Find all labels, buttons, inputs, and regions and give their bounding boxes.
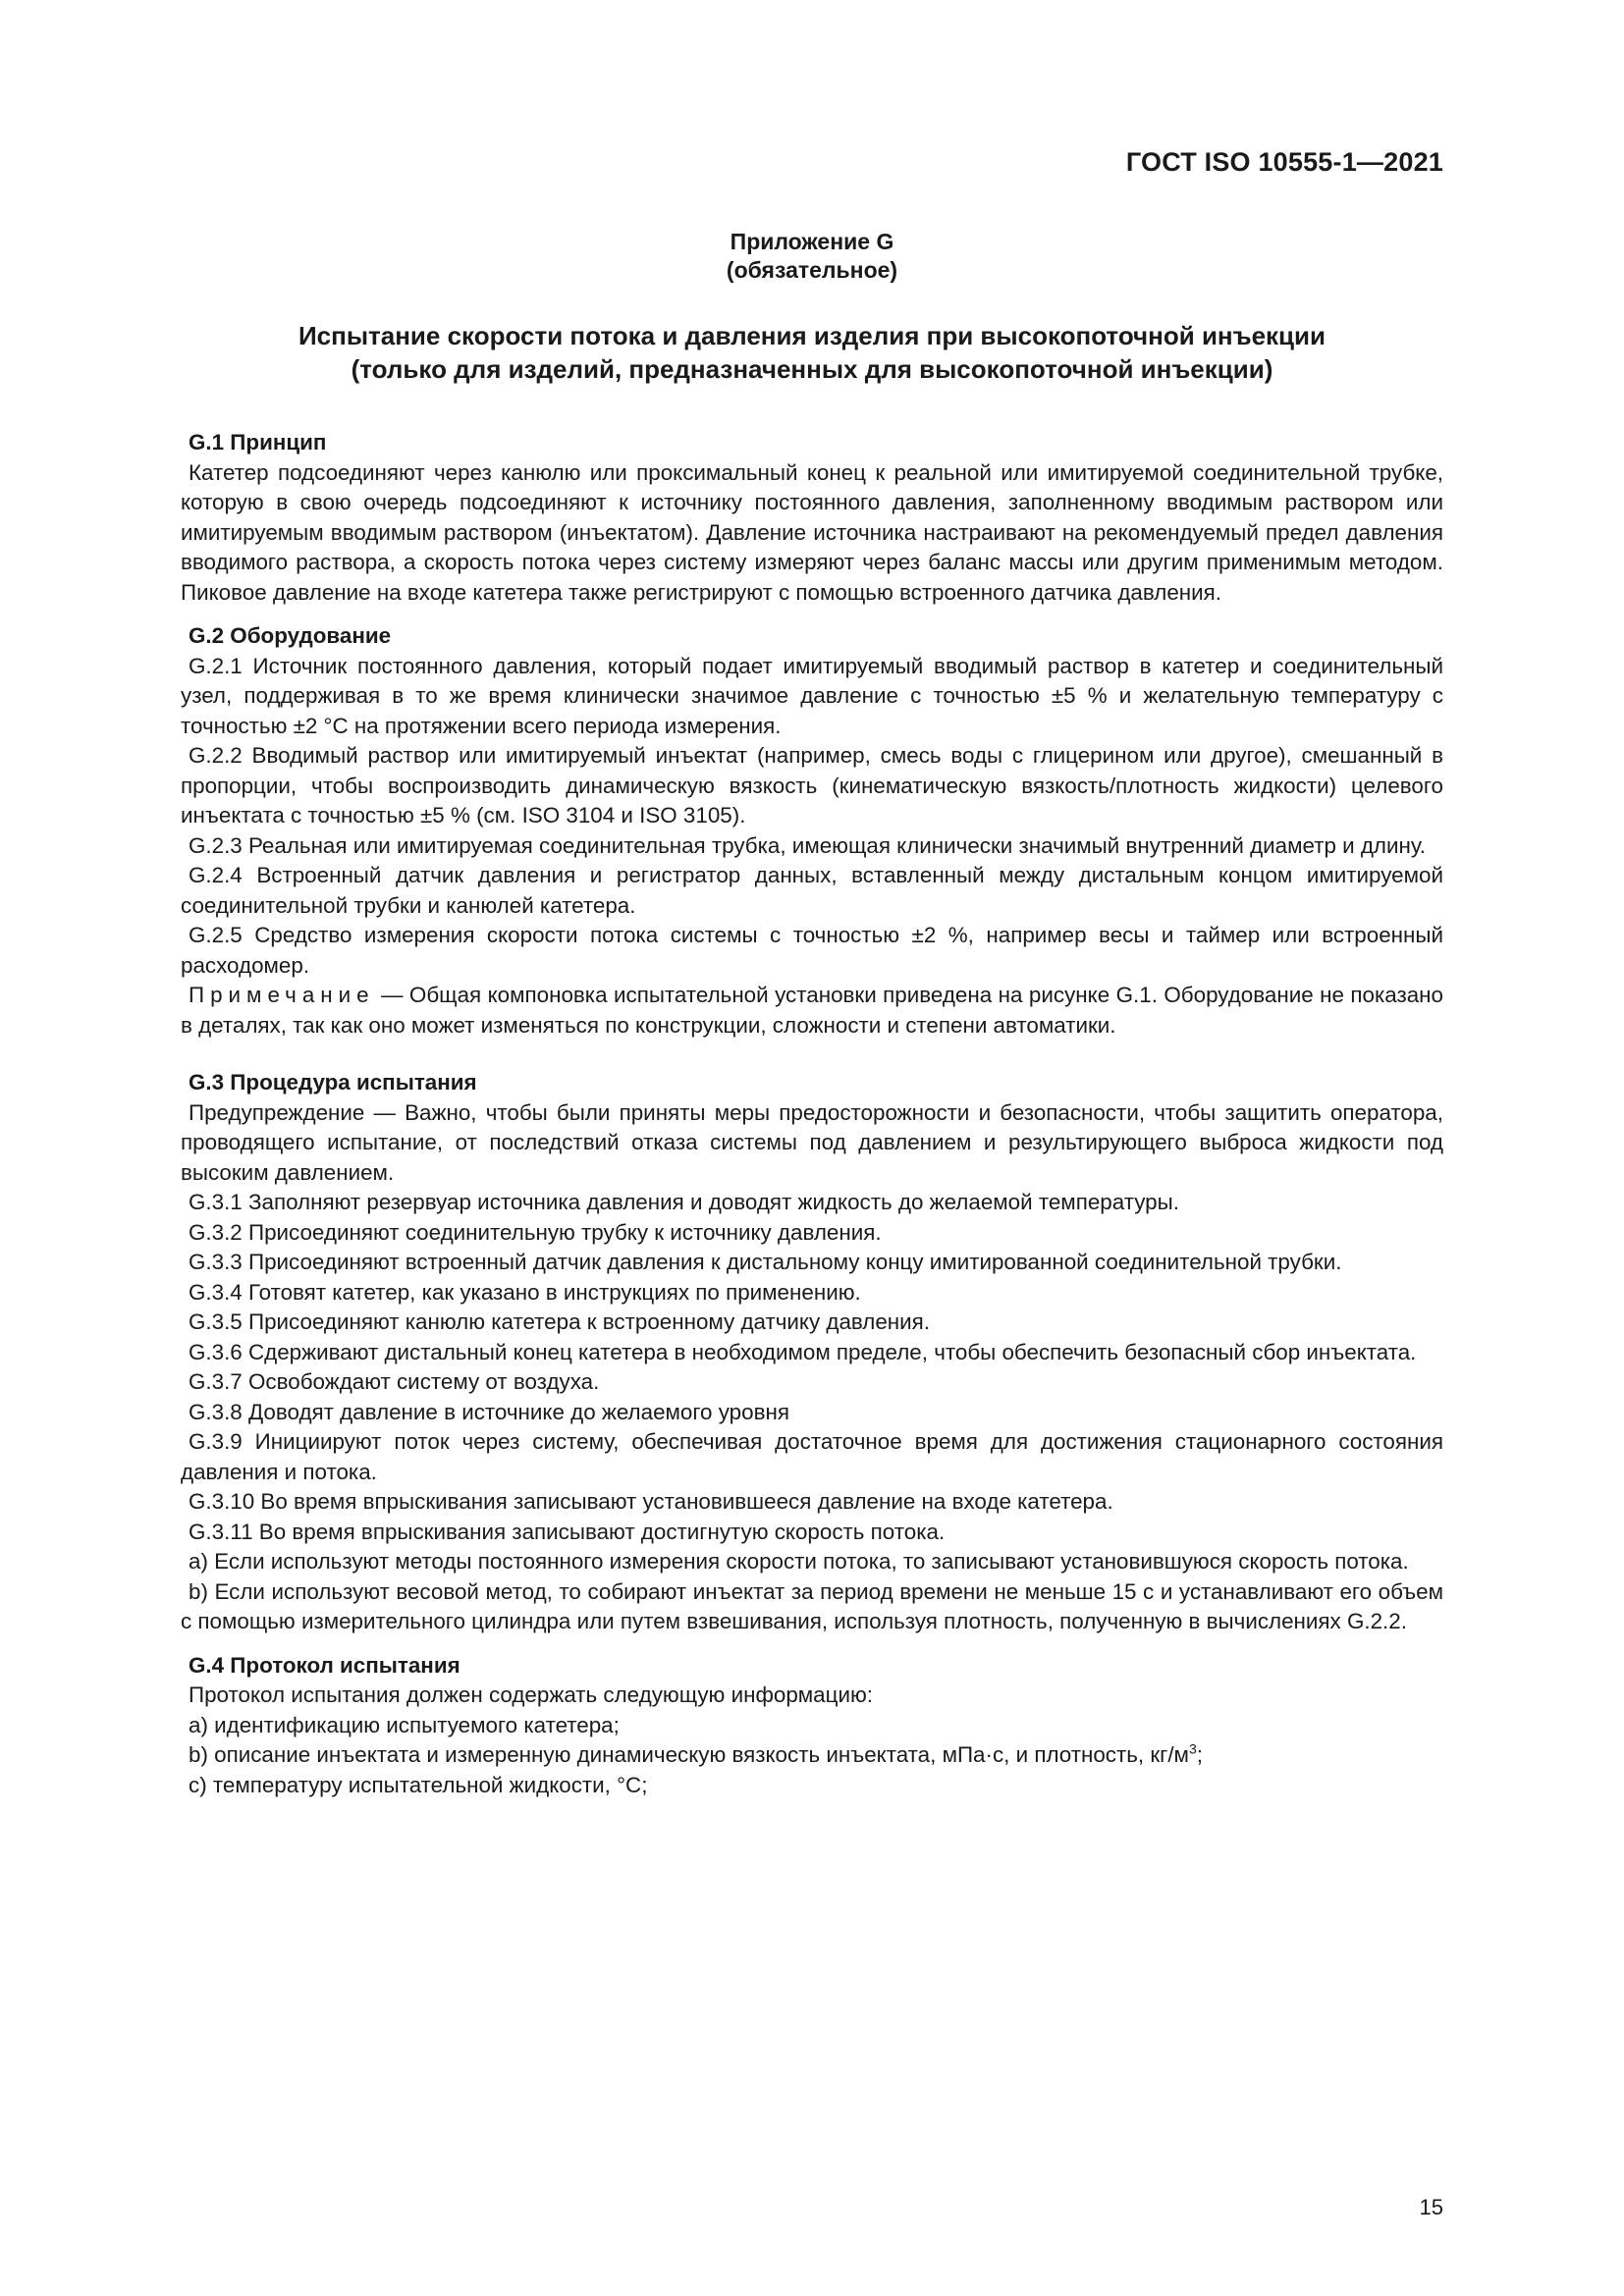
clause-g2-5: G.2.5 Средство измерения скорости потока системы с точностью ±2 %, например весы и таймер или встроенный расходомер. bbox=[181, 923, 1443, 978]
clause-g3-3: G.3.3 Присоединяют встроенный датчик давления к дистальному концу имитированной соединительной трубки. bbox=[189, 1250, 1342, 1274]
list-item-b bbox=[181, 1740, 1443, 1771]
document-body bbox=[181, 428, 1443, 1800]
clause-g3-11-a: a) Если используют методы постоянного измерения скорости потока, то записывают установившуюся скорость потока. bbox=[189, 1549, 1409, 1574]
clause-g2-2: G.2.2 Вводимый раствор или имитируемый инъектат (например, смесь воды с глицерином или другое), смешанный в пропорции, чтобы воспроизводить динамическую вязкость (кинематическую вязкость/плотность жидкости) целевого инъектата с точностью ±5 % (см. ISO 3104 и ISO 3105). bbox=[181, 743, 1443, 828]
clause-g3-6: G.3.6 Сдерживают дистальный конец катетера в необходимом пределе, чтобы обеспечить безопасный сбор инъектата. bbox=[189, 1339, 1417, 1364]
page-number: 15 bbox=[1419, 2195, 1443, 2219]
annex-heading bbox=[181, 228, 1443, 285]
list-item-b-end: ; bbox=[1196, 1742, 1203, 1767]
clause-g2-3: G.2.3 Реальная или имитируемая соединительная трубка, имеющая клинически значимый внутренний диаметр и длину. bbox=[189, 832, 1427, 858]
section-heading-g4: G.4 Протокол испытания bbox=[189, 1652, 460, 1678]
warning-g3: Предупреждение — Важно, чтобы были приняты меры предосторожности и безопасности, чтобы защитить оператора, проводящего испытание, от последствий отказа системы под давлением и результирующего выброса жидкости под высоким давлением. bbox=[181, 1099, 1443, 1185]
clause-g2-4: G.2.4 Встроенный датчик давления и регистратор данных, вставленный между дистальным концом имитируемой соединительной трубки и канюлей катетера. bbox=[181, 863, 1443, 918]
list-item-b-text: b) описание инъектата и измеренную динамическую вязкость инъектата, мПа·с, и плотность, кг/м bbox=[189, 1742, 1189, 1767]
note-label: Примечание bbox=[189, 983, 375, 1007]
note-g2 bbox=[181, 981, 1443, 1041]
clause-g3-11-b: b) Если используют весовой метод, то собирают инъектат за период времени не меньше 15 с и устанавливают его объем с помощью измерительного цилиндра или путем взвешивания, используя плотность, полученную в вычислениях G.2.2. bbox=[181, 1578, 1443, 1633]
list-item-c: c) температуру испытательной жидкости, °С; bbox=[189, 1772, 648, 1797]
list-item-a: a) идентификацию испытуемого катетера; bbox=[189, 1712, 620, 1737]
section-heading-g2: G.2 Оборудование bbox=[189, 623, 392, 648]
clause-g3-7: G.3.7 Освобождают систему от воздуха. bbox=[189, 1369, 600, 1394]
section-heading-g3: G.3 Процедура испытания bbox=[189, 1070, 477, 1095]
clause-g3-5: G.3.5 Присоединяют канюлю катетера к встроенному датчику давления. bbox=[189, 1309, 931, 1334]
section-heading-g1: G.1 Принцип bbox=[189, 430, 327, 454]
annex-title bbox=[181, 319, 1443, 386]
paragraph-g4-intro: Протокол испытания должен содержать следующую информацию: bbox=[189, 1682, 873, 1707]
clause-g3-1: G.3.1 Заполняют резервуар источника давления и доводят жидкость до желаемой температуры. bbox=[189, 1190, 1179, 1214]
annex-title-line-2: (только для изделий, предназначенных для высокопоточной инъекции) bbox=[351, 354, 1273, 384]
paragraph-g1: Катетер подсоединяют через канюлю или проксимальный конец к реальной или имитируемой соединительной трубке, которую в свою очередь подсоединяют к источнику постоянного давления, заполненному вводимым раствором или имитируемым вводимым раствором (инъектатом). Давление источника настраивают на рекомендуемый предел давления вводимого раствора, а скорость потока через систему измеряют через баланс массы или другим применимым методом. Пиковое давление на входе катетера также регистрируют с помощью встроенного датчика давления. bbox=[181, 459, 1443, 605]
superscript-3: 3 bbox=[1188, 1740, 1197, 1757]
clause-g3-2: G.3.2 Присоединяют соединительную трубку к источнику давления. bbox=[189, 1219, 882, 1245]
annex-label: Приложение G bbox=[730, 229, 894, 254]
clause-g3-11: G.3.11 Во время впрыскивания записывают достигнутую скорость потока. bbox=[189, 1519, 946, 1544]
clause-g3-4: G.3.4 Готовят катетер, как указано в инструкциях по применению. bbox=[189, 1279, 861, 1305]
annex-title-line-1: Испытание скорости потока и давления изделия при высокопоточной инъекции bbox=[298, 321, 1326, 350]
clause-g2-1: G.2.1 Источник постоянного давления, который подает имитируемый вводимый раствор в катетер и соединительный узел, поддерживая в то же время клинически значимое давление с точностью ±5 % и желательную температуру с точностью ±2 °С на протяжении всего периода измерения. bbox=[181, 653, 1443, 738]
clause-g3-8: G.3.8 Доводят давление в источнике до желаемого уровня bbox=[189, 1399, 789, 1424]
clause-g3-9: G.3.9 Инициируют поток через систему, обеспечивая достаточное время для достижения стационарного состояния давления и потока. bbox=[181, 1429, 1443, 1484]
note-text: — Общая компоновка испытательной установки приведена на рисунке G.1. Оборудование не показано в деталях, так как оно может изменяться по конструкции, сложности и степени автоматики. bbox=[181, 983, 1443, 1038]
clause-g3-10: G.3.10 Во время впрыскивания записывают установившееся давление на входе катетера. bbox=[189, 1489, 1113, 1514]
annex-status: (обязательное) bbox=[726, 257, 898, 283]
standard-id: ГОСТ ISO 10555-1—2021 bbox=[1125, 147, 1443, 177]
